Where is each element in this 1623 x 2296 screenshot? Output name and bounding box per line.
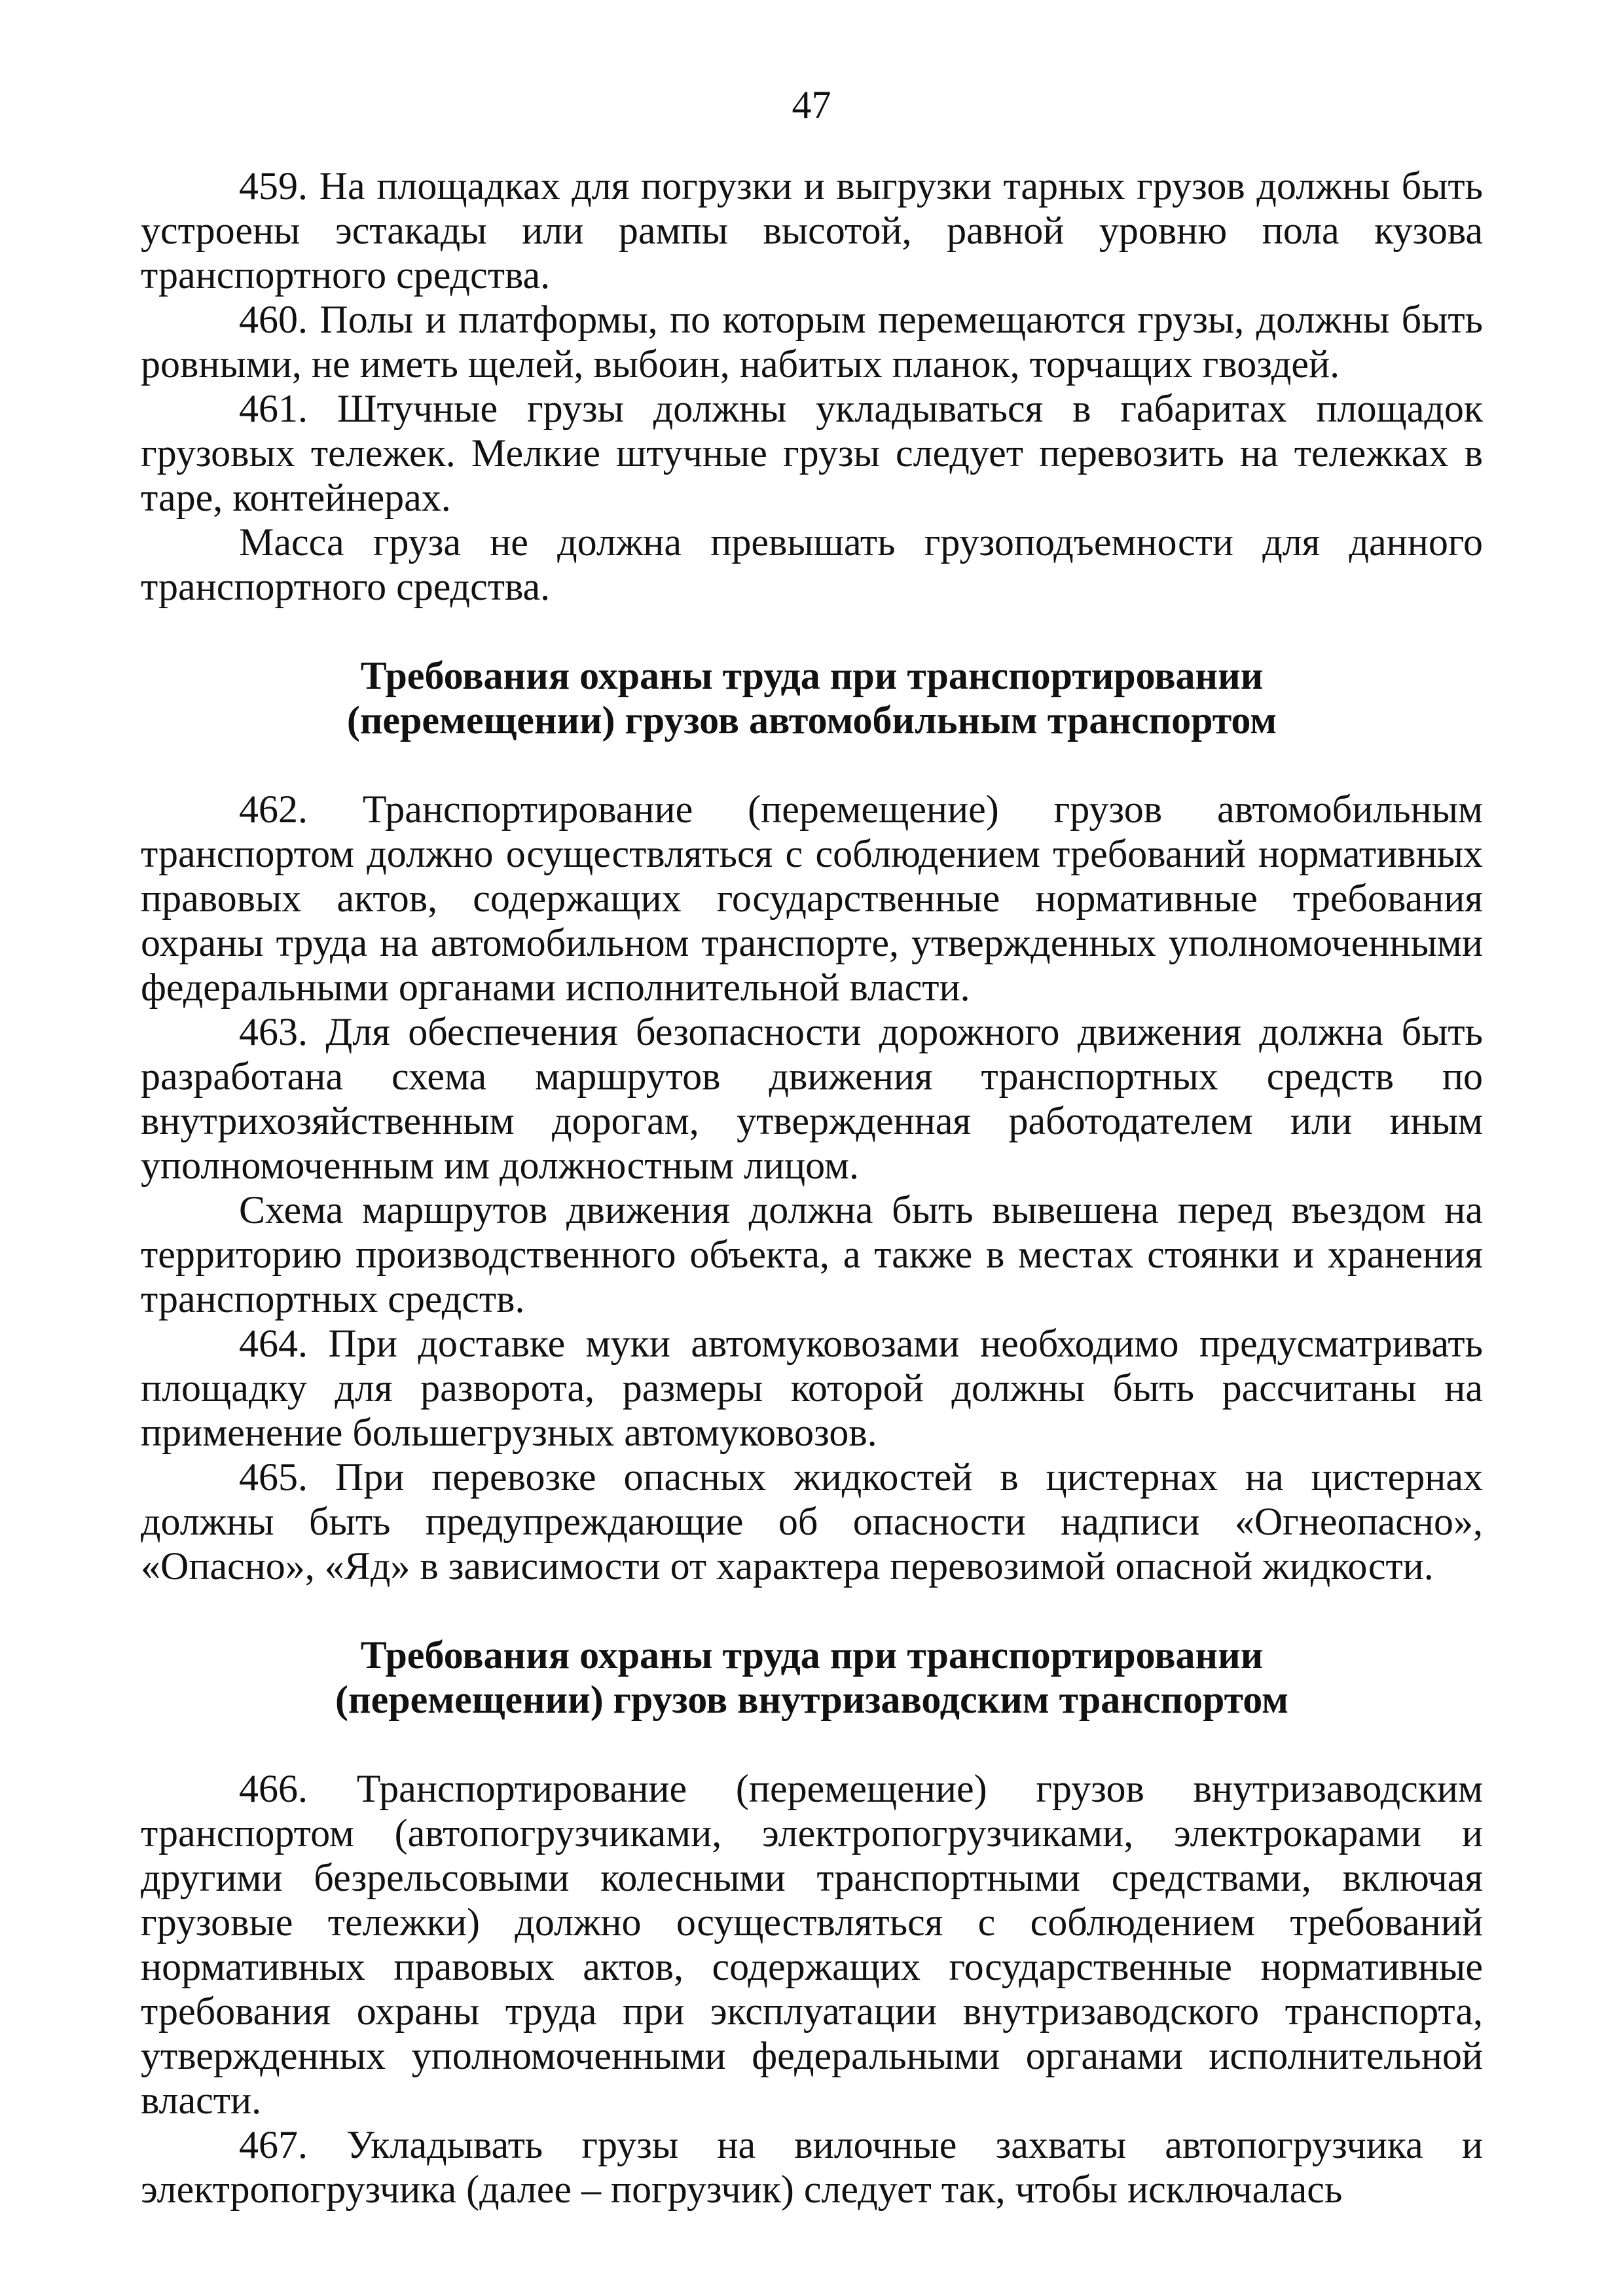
paragraph: 459. На площадках для погрузки и выгрузки тарных грузов должны быть устроены эстакады или рампы высотой, равной уровню пола кузова транспортного средства. xyxy=(141,164,1483,297)
paragraph: 462. Транспортирование (перемещение) грузов автомобильным транспортом должно осуществляться с соблюдением требований нормативных правовых актов, содержащих государственные нормативные требования охраны труда на автомобильном транспорте, утвержденных уполномоченными федеральными органами исполнительной власти. xyxy=(141,788,1483,1009)
paragraph: 464. При доставке муки автомуковозами необходимо предусматривать площадку для разворота, размеры которой должны быть рассчитаны на применение большегрузных автомуковозов. xyxy=(141,1322,1483,1454)
paragraph: 466. Транспортирование (перемещение) грузов внутризаводским транспортом (автопогрузчиками, электропогрузчиками, электрокарами и другими безрельсовыми колесными транспортными средствами, включая грузовые тележки) должно осуществляться с соблюдением требований нормативных правовых актов, содержащих государственные нормативные требования охраны труда при эксплуатации внутризаводского транспорта, утвержденных уполномоченными федеральными органами исполнительной власти. xyxy=(141,1767,1483,2122)
paragraph: 467. Укладывать грузы на вилочные захваты автопогрузчика и электропогрузчика (далее – погрузчик) следует так, чтобы исключалась xyxy=(141,2123,1483,2211)
page-number: 47 xyxy=(792,83,831,126)
paragraph: 465. При перевозке опасных жидкостей в цистернах на цистернах должны быть предупреждающие об опасности надписи «Огнеопасно», «Опасно», «Яд» в зависимости от характера перевозимой опасной жидкости. xyxy=(141,1455,1483,1588)
document-body xyxy=(141,164,1483,2212)
paragraph: Схема маршрутов движения должна быть вывешена перед въездом на территорию производственного объекта, а также в местах стоянки и хранения транспортных средств. xyxy=(141,1188,1483,1321)
paragraph: 463. Для обеспечения безопасности дорожного движения должна быть разработана схема маршрутов движения транспортных средств по внутрихозяйственным дорогам, утвержденная работодателем или иным уполномоченным им должностным лицом. xyxy=(141,1010,1483,1187)
section-heading-line: (перемещении) грузов внутризаводским транспортом xyxy=(335,1678,1288,1721)
section-heading-line: (перемещении) грузов автомобильным транспортом xyxy=(346,699,1277,742)
paragraph: 460. Полы и платформы, по которым перемещаются грузы, должны быть ровными, не иметь щелей, выбоин, набитых планок, торчащих гвоздей. xyxy=(141,298,1483,386)
paragraph: 461. Штучные грузы должны укладываться в габаритах площадок грузовых тележек. Мелкие штучные грузы следует перевозить на тележках в таре, контейнерах. xyxy=(141,387,1483,519)
section-heading-line: Требования охраны труда при транспортировании xyxy=(360,654,1264,697)
section-heading-line: Требования охраны труда при транспортировании xyxy=(360,1633,1264,1677)
paragraph: Масса груза не должна превышать грузоподъемности для данного транспортного средства. xyxy=(141,520,1483,608)
section-heading xyxy=(141,1633,1483,1722)
section-heading xyxy=(141,653,1483,742)
